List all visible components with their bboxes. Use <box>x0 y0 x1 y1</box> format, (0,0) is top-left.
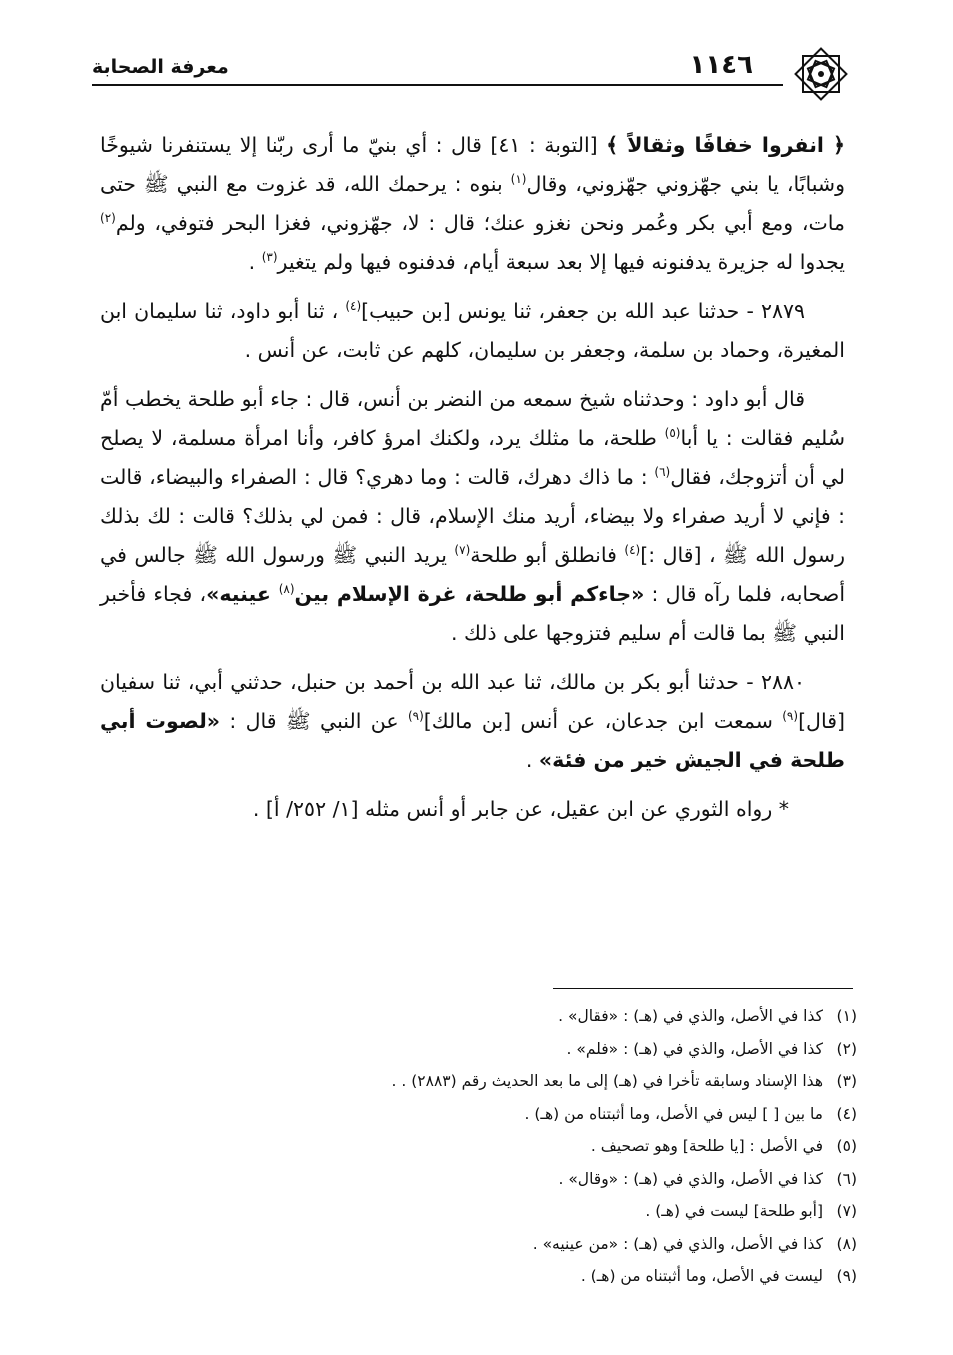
text-span: ٢٨٧٩ - حدثنا عبد الله بن جعفر، ثنا يونس [بن حبيب] <box>361 299 805 323</box>
footnote-ref: (٣) <box>261 250 278 265</box>
footnote-text: كذا في الأصل، والذي في (هـ) : «وقال» . <box>558 1169 823 1188</box>
footnote-text: ما بين [ ] ليس في الأصل، وما أثبتناه من (هـ) . <box>524 1104 823 1123</box>
footnote-text: هذا الإسناد وسابقه تأخرا في (هـ) إلى ما بعد الحديث رقم (٢٨٨٣) . . <box>391 1072 823 1090</box>
footnote-text: [أبو طلحة] ليست في (هـ) . <box>645 1202 823 1220</box>
quran-verse: ﴿ انفروا خفافًا وثقالاً ﴾ <box>606 133 846 157</box>
footnote-number: (٧) <box>836 1202 857 1220</box>
footnote-3 <box>100 1065 857 1098</box>
text-span: بنوه : يرحمك الله، قد غزوت مع النبي ﷺ حتى مات، ومع أبي بكر وعُمر ونحن نغزو عنك؛ قال : لا، جهّزوني، فغزا البحر فتوفي، ولم <box>100 172 845 235</box>
book-title: معرفة الصحابة <box>92 56 229 78</box>
paragraph-1 <box>100 126 845 282</box>
footnote-6 <box>100 1163 857 1196</box>
header-rule <box>92 84 783 86</box>
footnote-number: (٢) <box>836 1039 857 1058</box>
main-text <box>100 126 845 829</box>
narration-note: * رواه الثوري عن ابن عقيل، عن جابر أو أنس مثله [١/ ٢٥٢/ أ] . <box>252 797 789 821</box>
footnote-ref: (٩) <box>782 709 799 724</box>
text-span: قال أبو داود : وحدثناه شيخ سمعه من النضر بن أنس، قال : جاء أبو طلحة يخطب أمّ سُليم فقالت : يا أبا <box>100 387 845 450</box>
hadith-2880 <box>100 663 845 780</box>
footnote-8 <box>100 1228 857 1261</box>
footnote-text: كذا في الأصل، والذي في (هـ) : «فقال» . <box>558 1007 823 1025</box>
footnote-text: في الأصل : [يا طلحة] وهو تصحيف . <box>590 1137 823 1155</box>
text-span: ٢٨٨٠ - حدثنا أبو بكر بن مالك، ثنا عبد الله بن أحمد بن حنبل، حدثني أبي، ثنا سفيان [قال] <box>100 670 845 733</box>
footnote-text: كذا في الأصل، والذي في (هـ) : «فلم» . <box>566 1039 823 1058</box>
text-span: عن النبي ﷺ قال : <box>220 709 408 733</box>
footnote-ref: (٦) <box>654 465 671 480</box>
footnote-number: (١) <box>836 1007 857 1025</box>
footnote-ref: (٤) <box>345 299 362 314</box>
text-span: يجدوا له جزيرة يدفنونه فيها إلا بعد سبعة أيام، فدفنوه فيها ولم يتغير <box>277 250 845 274</box>
page-number: ١١٤٦ <box>689 50 753 80</box>
footnote-ref: (٩) <box>407 709 424 724</box>
text-span: [التوبة : ٤١] قال : أي بنيّ ما أرى ربّنا إلا يستنفرنا شيوخًا وشبابًا، يا بني جهّزوني جهّزوني، وقال <box>100 133 845 196</box>
star-ornament-icon <box>789 42 853 106</box>
footnote-ref: (٥) <box>664 426 681 441</box>
prophet-quote: «لصوت أبي طلحة في الجيش خير من فئة» <box>100 709 845 772</box>
prophet-quote: «جاءكم أبو طلحة، غرة الإسلام بين <box>294 582 645 606</box>
footnote-5 <box>100 1130 857 1163</box>
footnote-number: (٤) <box>836 1104 857 1123</box>
footnote-ref: (١) <box>510 172 527 187</box>
hadith-2879 <box>100 292 845 370</box>
footnote-1 <box>100 1000 857 1033</box>
text-span: ، فجاء فأخبر النبي ﷺ بما قالت أم سليم فتزوجها على ذلك . <box>100 582 845 645</box>
text-span: : ما ذاك دهرك، قالت : وما دهري؟ قال : الصفراء والبيضاء، قالت : فإني لا أريد صفراء ولا بيضاء، أريد منك الإسلام، قال : فمن لي بذلك؟ قالت : لك بذلك رسول الله ﷺ ، [قال :] <box>100 465 845 567</box>
footnote-number: (٨) <box>836 1234 857 1253</box>
footnote-ref: (٤) <box>624 543 641 558</box>
footnote-4 <box>100 1098 857 1131</box>
footnote-ref: (٢) <box>100 211 116 226</box>
text-span: . <box>525 748 539 772</box>
footnote-divider <box>553 988 853 989</box>
footnote-9 <box>100 1260 857 1293</box>
footnote-text: كذا في الأصل، والذي في (هـ) : «من عينيه» . <box>532 1234 823 1253</box>
text-span: . <box>248 250 262 274</box>
footnotes <box>100 1000 857 1293</box>
footnote-2 <box>100 1033 857 1066</box>
footnote-text: ليست في الأصل، وما أثبتناه من (هـ) . <box>580 1267 823 1285</box>
page-header <box>92 46 853 98</box>
footnote-ref: (٨) <box>278 582 295 597</box>
footnote-number: (٦) <box>836 1169 857 1188</box>
text-span: طلحة، ما مثلك يرد، ولكنك امرؤ كافر، وأنا امرأة مسلمة، لا يصلح لي أن أتزوجك، فقال <box>100 426 845 489</box>
text-span: فانطلق أبو طلحة <box>470 543 625 567</box>
text-span: ، ثنا أبو داود، ثنا سليمان ابن المغيرة، وحماد بن سلمة، وجعفر بن سليمان، كلهم عن ثابت، عن أنس . <box>100 299 845 362</box>
footnote-7 <box>100 1195 857 1228</box>
footnote-ref: (٧) <box>454 543 471 558</box>
footnote-number: (٩) <box>836 1267 857 1285</box>
paragraph-abu-dawud <box>100 380 845 653</box>
text-span: سمعت ابن جدعان، عن أنس [بن مالك] <box>423 709 783 733</box>
prophet-quote-end: عينيه» <box>206 582 279 606</box>
text-span: يريد النبي ﷺ ورسول الله ﷺ جالس في أصحابه، فلما رآه قال : <box>100 543 846 606</box>
footnote-number: (٥) <box>836 1137 857 1155</box>
footnote-number: (٣) <box>836 1072 857 1090</box>
